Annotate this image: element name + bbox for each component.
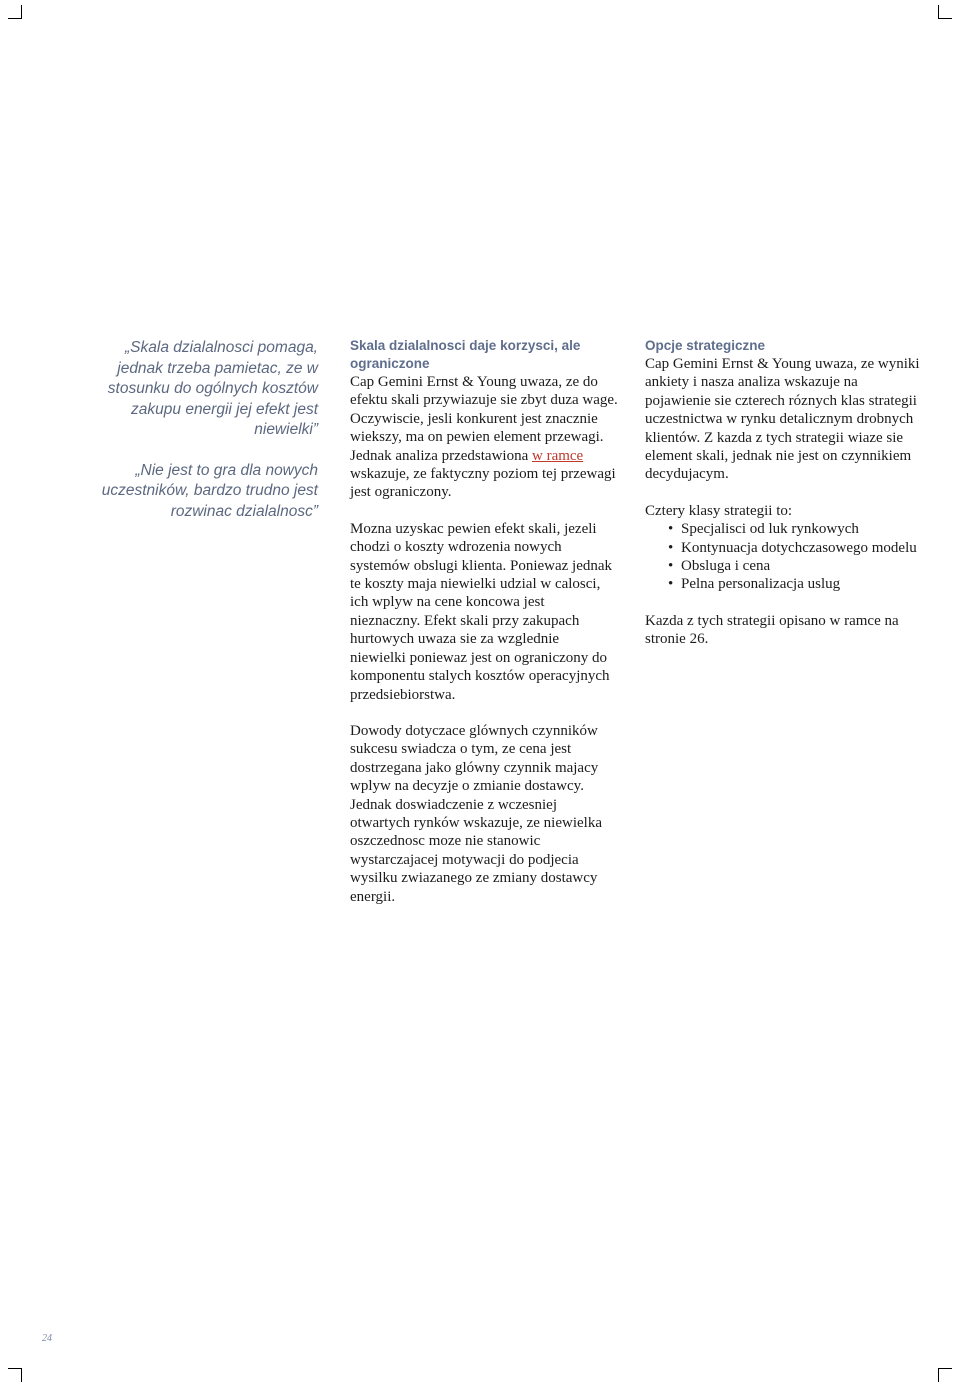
list-item: • Kontynuacja dotychczasowego modelu — [645, 539, 920, 557]
strategy-list — [645, 520, 920, 594]
crop-mark-bottom-right — [938, 1368, 952, 1369]
section-heading: Opcje strategiczne — [645, 338, 766, 353]
section-heading: Skala dzialalnosci daje korzysci, ale ograniczone — [350, 338, 581, 371]
page-number: 24 — [42, 1333, 52, 1344]
paragraph: Mozna uzyskac pewien efekt skali, jezeli chodzi o koszty wdrozenia nowych systemów obslugi klienta. Poniewaz jednak te koszty maja niewielki udzial w calosci, ich wplyw na cene koncowa jest nieznaczny. Efekt skali przy zakupach hurtowych uwaza sie za wzglednie niewielki poniewaz jest on ograniczony do komponentu stalych kosztów operacyjnych przedsiebiorstwa. — [350, 520, 613, 703]
crop-mark-bottom-left — [8, 1368, 22, 1369]
pull-quote: „Skala dzialalnosci pomaga, jednak trzeba pamietac, ze w stosunku do ogólnych kosztów zakupu energii jej efekt jest niewielki” — [107, 339, 318, 438]
list-intro: Cztery klasy strategii to: — [645, 502, 793, 519]
crop-mark-bottom-left — [21, 1368, 22, 1382]
paragraph-text: Cap Gemini Ernst & Young uwaza, ze do efektu skali przywiazuje sie zbyt duza wage. Oczywiscie, jesli konkurent jest znacznie wiekszy, ma on pewien element przewagi. Jednak analiza przedstawiona — [350, 374, 618, 464]
crop-mark-top-right — [938, 5, 939, 19]
paragraph-text: wskazuje, ze faktyczny poziom tej przewagi jest ograniczony. — [350, 466, 616, 501]
crop-mark-top-left — [21, 5, 22, 19]
crop-mark-top-right — [938, 18, 952, 19]
paragraph: Cap Gemini Ernst & Young uwaza, ze wyniki ankiety i nasza analiza wskazuje na pojawienie sie czterech róznych klas strategii uczestnictwa w rynku detalicznym drobnych klientów. Z kazda z tych strategii wiaze sie element skali, jednak nie jest on czynnikiem decydujacym. — [645, 356, 920, 483]
crop-mark-top-left — [8, 18, 22, 19]
box-reference-link[interactable]: w ramce — [532, 447, 584, 464]
list-item: • Pelna personalizacja uslug — [645, 575, 920, 593]
list-item: • Specjalisci od luk rynkowych — [645, 520, 920, 538]
pull-quotes — [100, 338, 318, 542]
list-item: • Obsluga i cena — [645, 557, 920, 575]
right-column — [645, 337, 920, 667]
pull-quote: „Nie jest to gra dla nowych uczestników, bardzo trudno jest rozwinac dzialalnosc” — [101, 461, 318, 520]
paragraph: Dowody dotyczace glównych czynników sukcesu swiadcza o tym, ze cena jest dostrzegana jako glówny czynnik majacy wplyw na decyzje o zmianie dostawcy. Jednak doswiadczenie z wczesniej otwartych rynków wskazuje, ze niewielka oszczednosc moze nie stanowic wystarczajacej motywacji do podjecia wysilku zwiazanego ze zmiany dostawcy energii. — [350, 722, 602, 905]
middle-column — [350, 337, 618, 924]
paragraph: Kazda z tych strategii opisano w ramce na stronie 26. — [645, 612, 899, 648]
paragraph — [350, 373, 618, 502]
crop-mark-bottom-right — [938, 1368, 939, 1382]
